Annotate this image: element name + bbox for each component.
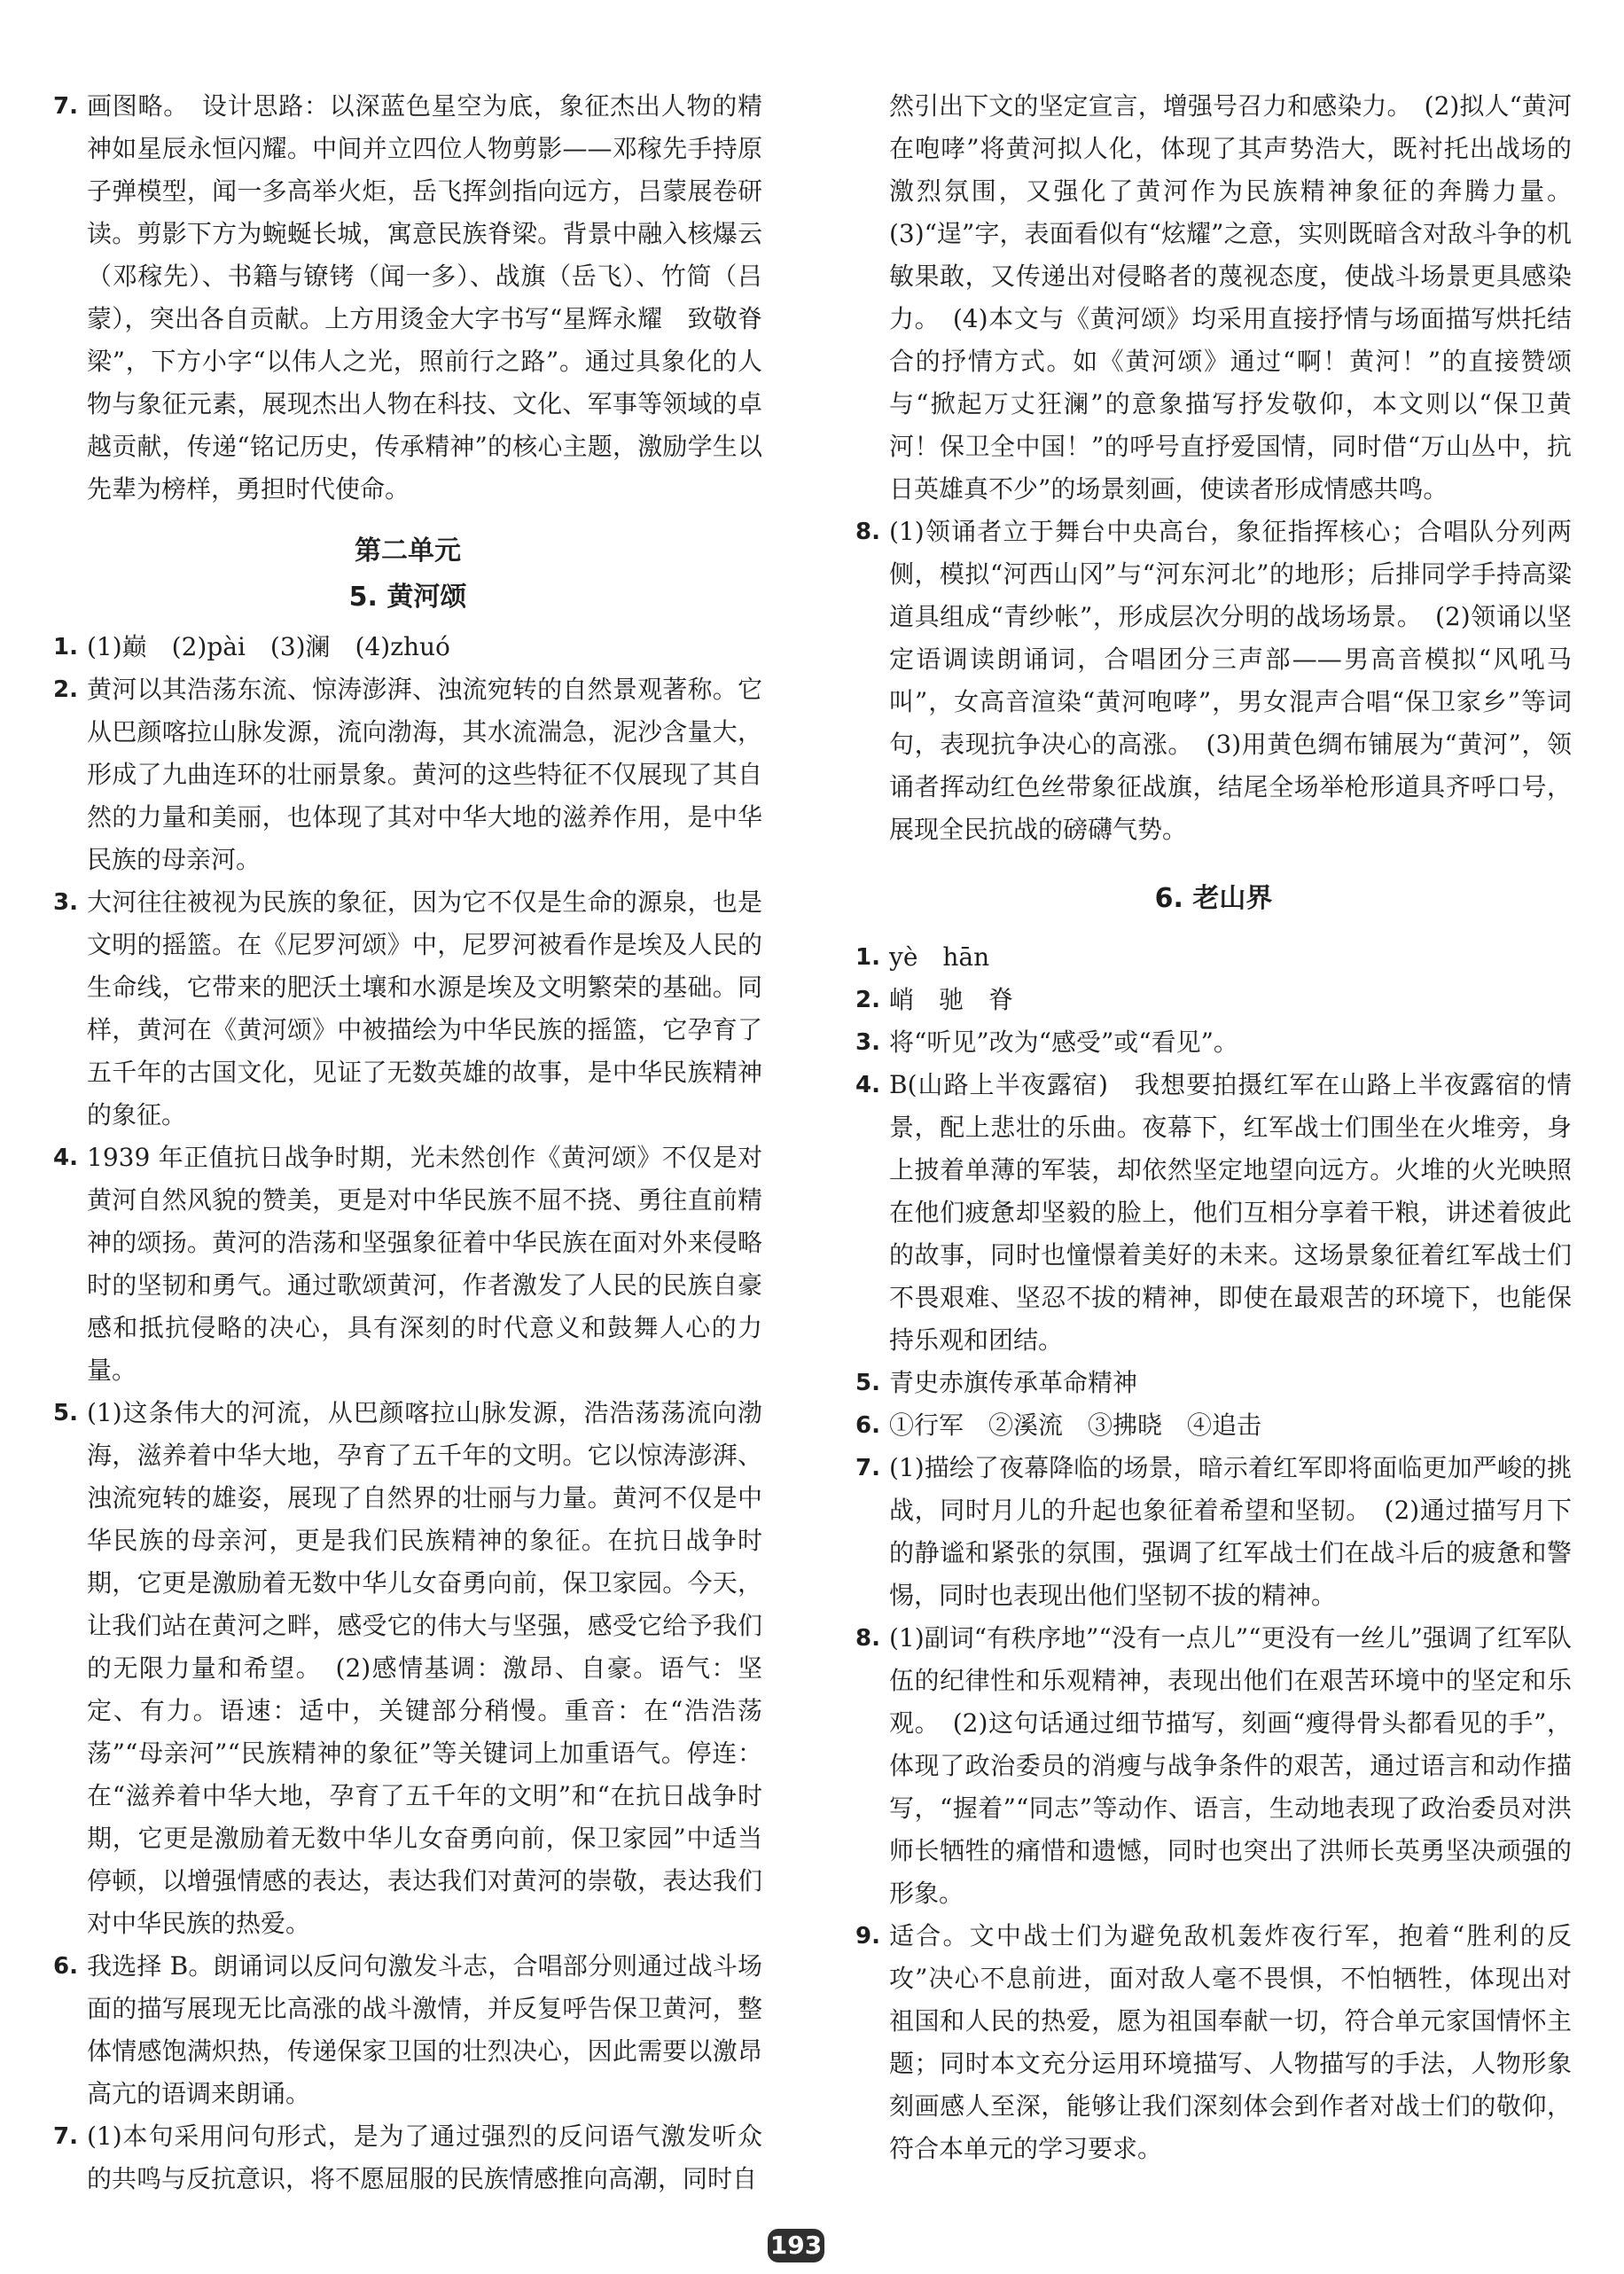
answer-item xyxy=(855,1362,1572,1404)
answer-item xyxy=(855,511,1572,851)
answer-text: 1939 年正值抗日战争时期，光未然创作《黄河颂》不仅是对黄河自然风貌的赞美，更是对中华民族不屈不挠、勇往直前精神的颂扬。黄河的浩荡和坚强象征着中华民族在面对外来侵略时的坚韧和勇气。通过歌颂黄河，作者激发了人民的民族自豪感和抵抗侵略的决心，具有深刻的时代意义和鼓舞人心的力量。 xyxy=(87,1143,762,1385)
answer-number: 6. xyxy=(53,1953,78,1980)
answer-number: 9. xyxy=(855,1923,880,1950)
answer-number: 7. xyxy=(53,2123,78,2150)
answer-number: 1. xyxy=(53,634,78,660)
answer-item xyxy=(53,881,762,1137)
answer-text: 将“听见”改为“感受”或“看见”。 xyxy=(889,1028,1238,1057)
answer-text: ①行军 ②溪流 ③拂晓 ④追击 xyxy=(889,1411,1262,1440)
answer-number: 7. xyxy=(855,1455,880,1481)
answer-number: 1. xyxy=(855,944,880,971)
answer-text: 我选择 B。朗诵词以反问句激发斗志，合唱部分则通过战斗场面的描写展现无比高涨的战斗激情，并反复呼告保卫黄河，整体情感饱满炽热，传递保家卫国的壮烈决心，因此需要以激昂高亢的语调来朗诵。 xyxy=(87,1951,762,2108)
answer-text: (1)本句采用问句形式，是为了通过强烈的反问语气激发听众的共鸣与反抗意识，将不愿屈服的民族情感推向高潮，同时自 xyxy=(87,2122,762,2193)
answer-text: yè hān xyxy=(889,942,990,972)
answer-item xyxy=(53,1945,762,2115)
answer-text: 黄河以其浩荡东流、惊涛澎湃、浊流宛转的自然景观著称。它从巴颜喀拉山脉发源，流向渤海，其水流湍急，泥沙含量大，形成了九曲连环的壮丽景象。黄河的这些特征不仅展现了其自然的力量和美丽，也体现了其对中华大地的滋养作用，是中华民族的母亲河。 xyxy=(87,675,762,874)
answer-number: 5. xyxy=(855,1370,880,1396)
answer-item xyxy=(855,1404,1572,1447)
answer-number: 4. xyxy=(855,1072,880,1098)
answer-item xyxy=(53,626,762,668)
answer-text: 大河往往被视为民族的象征，因为它不仅是生命的源泉，也是文明的摇篮。在《尼罗河颂》中，尼罗河被看作是埃及人民的生命线，它带来的肥沃土壤和水源是埃及文明繁荣的基础。同样，黄河在《黄河颂》中被描绘为中华民族的摇篮，它孕育了五千年的古国文化，见证了无数英雄的故事，是中华民族精神的象征。 xyxy=(87,887,762,1129)
answer-item xyxy=(53,85,762,511)
answer-text: B(山路上半夜露宿) 我想要拍摄红军在山路上半夜露宿的情景，配上悲壮的乐曲。夜幕下，红军战士们围坐在火堆旁，身上披着单薄的军装，却依然坚定地望向远方。火堆的火光映照在他们疲惫却坚毅的脸上，他们互相分享着干粮，讲述着彼此的故事，同时也憧憬着美好的未来。这场景象征着红军战士们不畏艰难、坚忍不拔的精神，即使在最艰苦的环境下，也能保持乐观和团结。 xyxy=(889,1070,1572,1355)
answer-item xyxy=(855,1064,1572,1362)
answer-item xyxy=(855,1021,1572,1064)
answer-number: 8. xyxy=(855,519,880,545)
answer-item xyxy=(53,1137,762,1392)
answer-item xyxy=(855,936,1572,979)
answer-number: 3. xyxy=(53,889,78,916)
answer-continuation: 然引出下文的坚定宣言，增强号召力和感染力。 (2)拟人“黄河在咆哮”将黄河拟人化，体现了其声势浩大，既衬托出战场的激烈氛围，又强化了黄河作为民族精神象征的奔腾力量。(3)“逞”字，表面看似有“炫耀”之意，实则既暗含对敌斗争的机敏果敢，又传递出对侵略者的蔑视态度，使战斗场景更具感染力。 (4)本文与《黄河颂》均采用直接抒情与场面描写烘托结合的抒情方式。如《黄河颂》通过“啊！黄河！”的直接赞颂与“掀起万丈狂澜”的意象描写抒发敬仰，本文则以“保卫黄河！保卫全中国！”的呼号直抒爱国情，同时借“万山丛中，抗日英雄真不少”的场景刻画，使读者形成情感共鸣。 xyxy=(889,91,1572,504)
left-column xyxy=(53,85,762,2200)
answer-number: 5. xyxy=(53,1400,78,1426)
answer-text: 画图略。 设计思路：以深蓝色星空为底，象征杰出人物的精神如星辰永恒闪耀。中间并立四位人物剪影——邓稼先手持原子弹模型，闻一多高举火炬，岳飞挥剑指向远方，吕蒙展卷研读。剪影下方为蜿蜒长城，寓意民族脊梁。背景中融入核爆云（邓稼先）、书籍与镣铐（闻一多）、战旗（岳飞）、竹简（吕蒙），突出各自贡献。上方用烫金大字书写“星辉永耀 致敬脊梁”，下方小字“以伟人之光，照前行之路”。通过具象化的人物与象征元素，展现杰出人物在科技、文化、军事等领域的卓越贡献，传递“铭记历史，传承精神”的核心主题，激励学生以先辈为榜样，勇担时代使命。 xyxy=(87,91,762,504)
answer-item xyxy=(855,1447,1572,1617)
answer-text: 青史赤旗传承革命精神 xyxy=(889,1368,1138,1397)
page-number: 193 xyxy=(768,2229,824,2262)
answer-number: 2. xyxy=(855,987,880,1013)
answer-text: (1)副词“有秩序地”“没有一点儿”“更没有一丝儿”强调了红军队伍的纪律性和乐观精神，表现出他们在艰苦环境中的坚定和乐观。 (2)这句话通过细节描写，刻画“瘦得骨头都看见的手”，体现了政治委员的消瘦与战争条件的艰苦，通过语言和动作描写，“握着”“同志”等动作、语言，生动地表现了政治委员对洪师长牺牲的痛惜和遗憾，同时也突出了洪师长英勇坚决顽强的形象。 xyxy=(889,1623,1572,1908)
answer-number: 7. xyxy=(53,93,78,120)
answer-number: 8. xyxy=(855,1625,880,1652)
answer-item xyxy=(53,1392,762,1945)
answer-number: 2. xyxy=(53,676,78,703)
answer-number: 4. xyxy=(53,1145,78,1171)
answer-text: 峭 驰 脊 xyxy=(889,985,1014,1014)
answer-item xyxy=(53,668,762,881)
answer-number: 3. xyxy=(855,1029,880,1056)
answer-text: (1)领诵者立于舞台中央高台，象征指挥核心；合唱队分列两侧，模拟“河西山冈”与“河东河北”的地形；后排同学手持高粱道具组成“青纱帐”，形成层次分明的战场场景。 (2)领诵以坚定语调读朗诵词，合唱团分三声部——男高音模拟“风吼马叫”，女高音渲染“黄河咆哮”，男女混声合唱“保卫家乡”等词句，表现抗争决心的高涨。 (3)用黄色绸布铺展为“黄河”，领诵者挥动红色丝带象征战旗，结尾全场举枪形道具齐呼口号，展现全民抗战的磅礴气势。 xyxy=(889,517,1572,844)
answer-item xyxy=(855,1915,1572,2170)
answer-item xyxy=(855,1617,1572,1915)
answer-text: (1)描绘了夜幕降临的场景，暗示着红军即将面临更加严峻的挑战，同时月儿的升起也象征着希望和坚韧。 (2)通过描写月下的静谧和紧张的氛围，强调了红军战士们在战斗后的疲惫和警惕，同时也表现出他们坚韧不拔的精神。 xyxy=(889,1453,1572,1610)
answer-text: (1)巅 (2)pài (3)澜 (4)zhuó xyxy=(87,632,450,661)
answer-item xyxy=(53,2115,762,2200)
answer-text: 适合。文中战士们为避免敌机轰炸夜行军，抱着“胜利的反攻”决心不息前进，面对敌人毫不畏惧，不怕牺牲，体现出对祖国和人民的热爱，愿为祖国奉献一切，符合单元家国情怀主题；同时本文充分运用环境描写、人物描写的手法，人物形象刻画感人至深，能够让我们深刻体会到作者对战士们的敬仰，符合本单元的学习要求。 xyxy=(889,1921,1572,2163)
lesson-title: 5. 黄河颂 xyxy=(348,582,467,613)
answer-number: 6. xyxy=(855,1412,880,1439)
answer-item xyxy=(855,979,1572,1021)
unit-heading: 第二单元 xyxy=(355,535,461,567)
answer-text: (1)这条伟大的河流，从巴颜喀拉山脉发源，浩浩荡荡流向渤海，滋养着中华大地，孕育了五千年的文明。它以惊涛澎湃、浊流宛转的雄姿，展现了自然界的壮丽与力量。黄河不仅是中华民族的母亲河，更是我们民族精神的象征。在抗日战争时期，它更是激励着无数中华儿女奋勇向前，保卫家园。今天，让我们站在黄河之畔，感受它的伟大与坚强，感受它给予我们的无限力量和希望。 (2)感情基调：激昂、自豪。语气：坚定、有力。语速：适中，关键部分稍慢。重音：在“浩浩荡荡”“母亲河”“民族精神的象征”等关键词上加重语气。停连：在“滋养着中华大地，孕育了五千年的文明”和“在抗日战争时期，它更是激励着无数中华儿女奋勇向前，保卫家园”中适当停顿，以增强情感的表达，表达我们对黄河的崇敬，表达我们对中华民族的热爱。 xyxy=(87,1398,762,1938)
right-column xyxy=(855,85,1572,2170)
lesson-title: 6. 老山界 xyxy=(1154,883,1273,914)
